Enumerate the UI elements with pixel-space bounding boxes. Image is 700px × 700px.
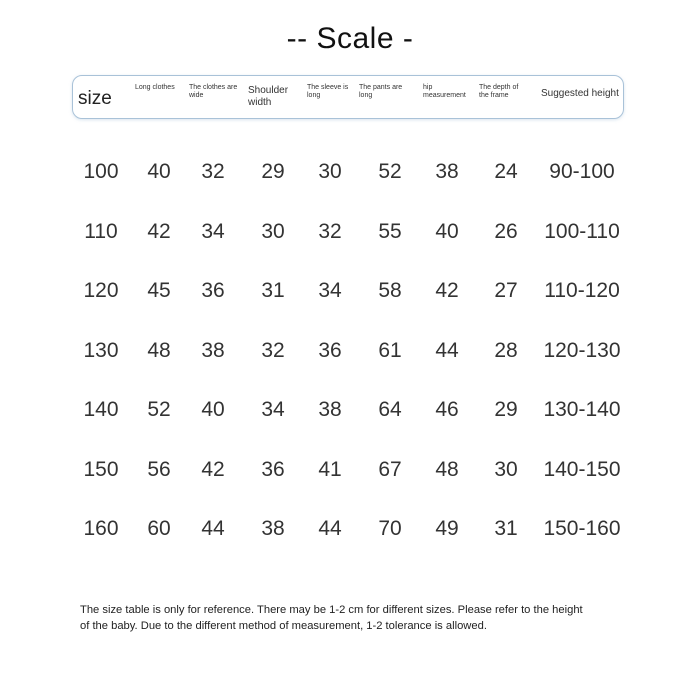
cell-long-clothes: 56 xyxy=(147,457,171,481)
cell-size: 130 xyxy=(83,338,119,362)
cell-pants-long: 55 xyxy=(378,219,402,243)
cell-hip-measurement: 42 xyxy=(435,279,459,302)
cell-clothes-wide: 40 xyxy=(201,398,225,421)
table-row xyxy=(0,339,700,379)
cell-clothes-wide: 36 xyxy=(201,279,225,302)
cell-size: 140 xyxy=(83,398,119,421)
cell-shoulder-width: 34 xyxy=(261,398,285,421)
cell-hip-measurement: 48 xyxy=(435,457,459,481)
cell-pants-long: 61 xyxy=(378,338,402,362)
header-shoulder-width: Shoulder width xyxy=(248,85,289,108)
cell-sleeve-long: 32 xyxy=(318,219,342,243)
cell-long-clothes: 48 xyxy=(147,338,171,362)
cell-suggested-height: 110-120 xyxy=(544,279,620,302)
header-clothes-wide: The clothes are wide xyxy=(189,84,238,100)
cell-shoulder-width: 29 xyxy=(261,160,285,183)
cell-suggested-height: 120-130 xyxy=(543,338,621,362)
cell-pants-long: 52 xyxy=(378,160,402,183)
cell-sleeve-long: 34 xyxy=(318,279,342,302)
header-suggested-height: Suggested height xyxy=(541,88,619,99)
table-row xyxy=(0,398,700,438)
cell-sleeve-long: 41 xyxy=(318,457,342,481)
cell-suggested-height: 140-150 xyxy=(543,457,621,481)
page-title: -- Scale - xyxy=(286,22,414,55)
header-frame-depth: The depth of the frame xyxy=(479,84,519,100)
cell-clothes-wide: 38 xyxy=(201,338,225,362)
cell-hip-measurement: 40 xyxy=(435,219,459,243)
cell-hip-measurement: 38 xyxy=(435,160,459,183)
cell-sleeve-long: 44 xyxy=(318,517,342,540)
cell-size: 160 xyxy=(83,517,119,540)
cell-hip-measurement: 46 xyxy=(435,398,459,421)
table-row xyxy=(0,279,700,319)
header-hip-measurement: hip measurement xyxy=(423,84,466,100)
header-pants-long: The pants are long xyxy=(359,84,403,100)
cell-clothes-wide: 42 xyxy=(201,457,225,481)
cell-suggested-height: 130-140 xyxy=(543,398,621,421)
table-header xyxy=(72,75,624,119)
cell-long-clothes: 52 xyxy=(147,398,171,421)
cell-frame-depth: 27 xyxy=(494,279,518,302)
cell-pants-long: 70 xyxy=(378,517,402,540)
cell-size: 120 xyxy=(83,279,119,302)
cell-long-clothes: 42 xyxy=(147,219,171,243)
cell-pants-long: 67 xyxy=(378,457,402,481)
cell-size: 110 xyxy=(84,219,118,243)
table-row xyxy=(0,220,700,260)
cell-frame-depth: 28 xyxy=(494,338,518,362)
cell-hip-measurement: 44 xyxy=(435,338,459,362)
cell-sleeve-long: 36 xyxy=(318,338,342,362)
cell-clothes-wide: 34 xyxy=(201,219,225,243)
cell-suggested-height: 100-110 xyxy=(544,219,620,243)
footer-line-1: The size table is only for reference. There may be 1-2 cm for different sizes. Please refer to the height xyxy=(80,604,583,616)
header-sleeve-long: The sleeve is long xyxy=(307,84,349,100)
cell-shoulder-width: 38 xyxy=(261,517,285,540)
cell-long-clothes: 45 xyxy=(147,279,171,302)
header-size: size xyxy=(78,88,112,109)
table-row xyxy=(0,517,700,557)
cell-frame-depth: 24 xyxy=(494,160,518,183)
cell-clothes-wide: 44 xyxy=(201,517,225,540)
cell-size: 150 xyxy=(83,457,119,481)
cell-hip-measurement: 49 xyxy=(435,517,459,540)
cell-pants-long: 58 xyxy=(378,279,402,302)
cell-shoulder-width: 31 xyxy=(261,279,285,302)
cell-long-clothes: 60 xyxy=(147,517,171,540)
cell-size: 100 xyxy=(83,160,119,183)
cell-long-clothes: 40 xyxy=(147,160,171,183)
cell-shoulder-width: 30 xyxy=(261,219,285,243)
header-long-clothes: Long clothes xyxy=(135,84,175,91)
footer-note xyxy=(80,602,640,634)
cell-shoulder-width: 36 xyxy=(261,457,285,481)
cell-suggested-height: 150-160 xyxy=(543,517,621,540)
cell-pants-long: 64 xyxy=(378,398,402,421)
cell-frame-depth: 26 xyxy=(494,219,518,243)
table-row xyxy=(0,458,700,498)
cell-frame-depth: 29 xyxy=(494,398,518,421)
cell-frame-depth: 30 xyxy=(494,457,518,481)
cell-sleeve-long: 38 xyxy=(318,398,342,421)
cell-shoulder-width: 32 xyxy=(261,338,285,362)
cell-clothes-wide: 32 xyxy=(201,160,225,183)
table-row xyxy=(0,160,700,200)
cell-suggested-height: 90-100 xyxy=(549,160,615,183)
cell-sleeve-long: 30 xyxy=(318,160,342,183)
footer-line-2: of the baby. Due to the different method of measurement, 1-2 tolerance is allowed. xyxy=(80,620,487,632)
cell-frame-depth: 31 xyxy=(494,517,518,540)
